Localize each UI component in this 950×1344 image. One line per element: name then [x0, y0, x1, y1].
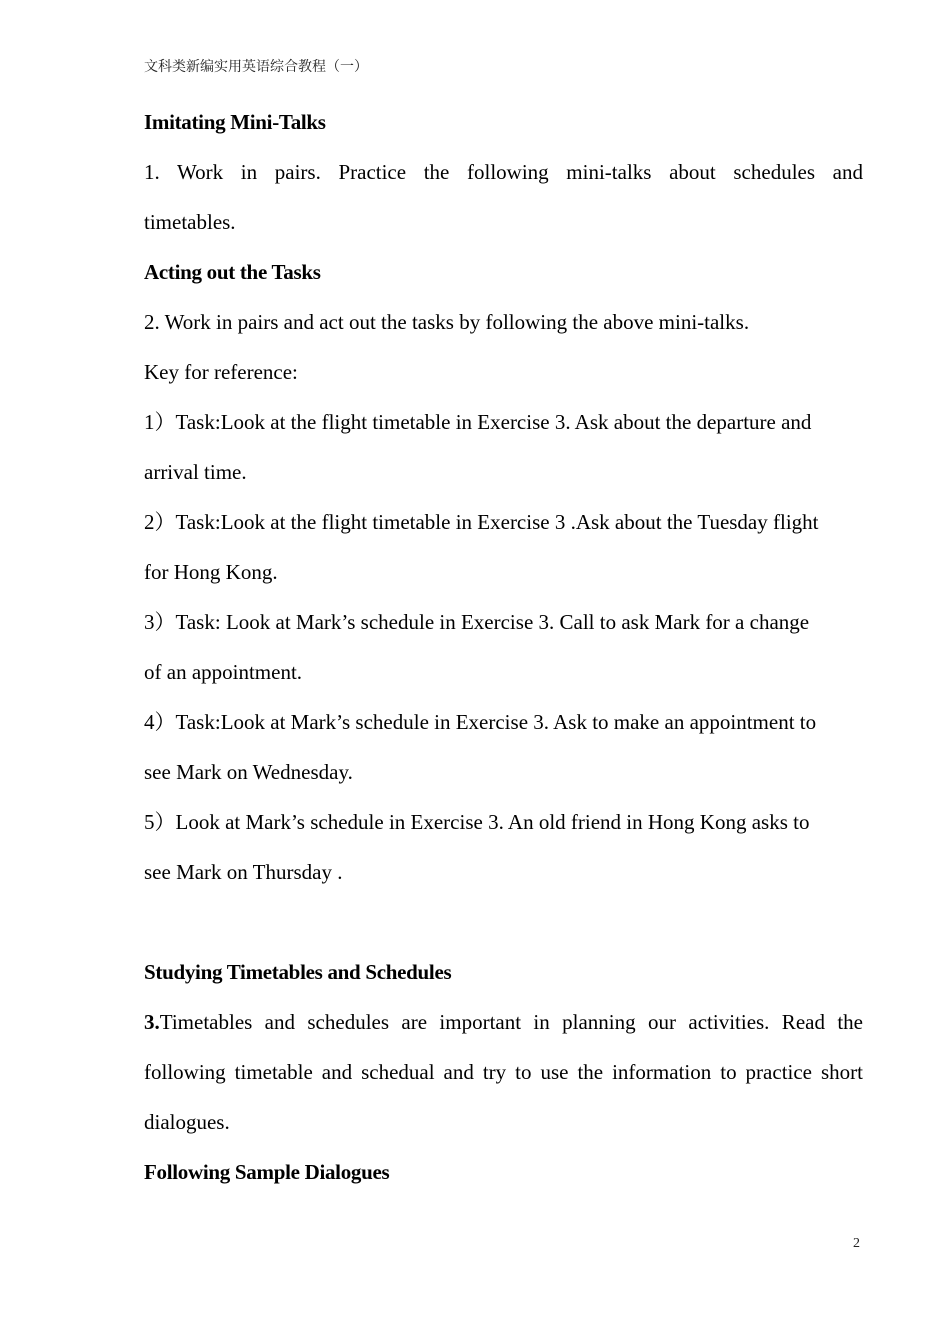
task-1-line-1: 1）Task:Look at the flight timetable in Exercise 3. Ask about the departure and [144, 410, 812, 434]
task-5-line-2: see Mark on Thursday . [144, 860, 343, 884]
paragraph-3-line-1-text: Timetables and schedules are important in planning our activities. Read the [159, 1010, 863, 1034]
task-5-line-1: 5）Look at Mark’s schedule in Exercise 3. An old friend in Hong Kong asks to [144, 810, 810, 834]
task-3-line-2: of an appointment. [144, 660, 303, 684]
paragraph-3-number: 3. [144, 1010, 160, 1034]
page-body [144, 97, 863, 1197]
heading-imitating-mini-talks: Imitating Mini-Talks [144, 110, 326, 134]
heading-studying-timetables: Studying Timetables and Schedules [144, 960, 452, 984]
paragraph-3-line-2: following timetable and schedual and try to use the information to practice short [144, 1060, 863, 1084]
task-2-line-1: 2）Task:Look at the flight timetable in Exercise 3 .Ask about the Tuesday flight [144, 510, 819, 534]
paragraph-1-line-2: timetables. [144, 210, 236, 234]
heading-following-sample-dialogues: Following Sample Dialogues [144, 1160, 390, 1184]
paragraph-3-line-3: dialogues. [144, 1110, 230, 1134]
page-number: 2 [853, 1236, 860, 1251]
paragraph-2: 2. Work in pairs and act out the tasks by following the above mini-talks. [144, 310, 750, 334]
blank-line [144, 897, 863, 947]
running-header: 文科类新编实用英语综合教程（一） [144, 59, 368, 75]
paragraph-1-line-1: 1. Work in pairs. Practice the following mini-talks about schedules and [144, 160, 863, 184]
task-3-line-1: 3）Task: Look at Mark’s schedule in Exercise 3. Call to ask Mark for a change [144, 610, 810, 634]
task-2-line-2: for Hong Kong. [144, 560, 278, 584]
heading-acting-out-tasks: Acting out the Tasks [144, 260, 321, 284]
task-4-line-1: 4）Task:Look at Mark’s schedule in Exercise 3. Ask to make an appointment to [144, 710, 817, 734]
task-1-line-2: arrival time. [144, 460, 247, 484]
key-for-reference-label: Key for reference: [144, 360, 298, 384]
paragraph-3-line-1 [144, 997, 863, 1047]
task-4-line-2: see Mark on Wednesday. [144, 760, 353, 784]
